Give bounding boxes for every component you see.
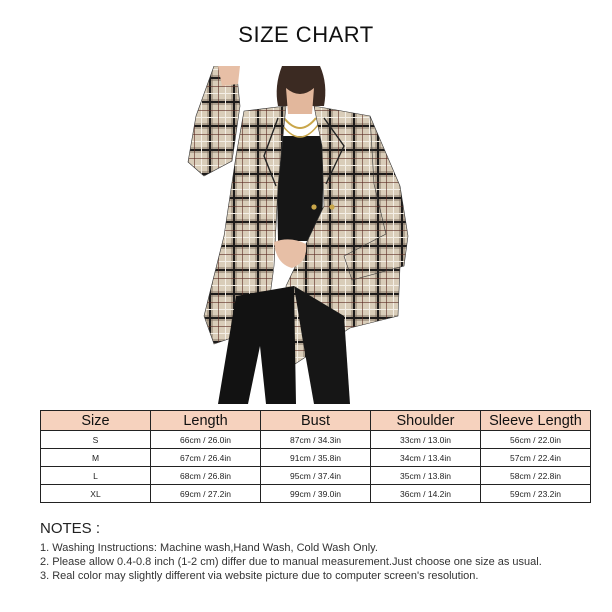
table-row <box>41 449 591 467</box>
notes-heading: NOTES : <box>40 520 101 537</box>
table-row <box>41 431 591 449</box>
cell-shoulder: 34cm / 13.4in <box>371 449 481 467</box>
size-table <box>40 410 591 503</box>
cell-length: 66cm / 26.0in <box>151 431 261 449</box>
cell-size: XL <box>41 485 151 503</box>
cell-length: 69cm / 27.2in <box>151 485 261 503</box>
page-title: SIZE CHART <box>238 22 374 47</box>
cell-length: 68cm / 26.8in <box>151 467 261 485</box>
cell-size: M <box>41 449 151 467</box>
cell-sleeve-length: 57cm / 22.4in <box>481 449 591 467</box>
product-photo <box>174 66 424 404</box>
cell-length: 67cm / 26.4in <box>151 449 261 467</box>
header-length: Length <box>151 411 261 431</box>
note-item: 1. Washing Instructions: Machine wash,Hand Wash, Cold Wash Only. <box>40 542 378 554</box>
cell-bust: 99cm / 39.0in <box>261 485 371 503</box>
cell-sleeve-length: 58cm / 22.8in <box>481 467 591 485</box>
cell-bust: 87cm / 34.3in <box>261 431 371 449</box>
cell-sleeve-length: 59cm / 23.2in <box>481 485 591 503</box>
note-item: 3. Real color may slightly different via website picture due to computer screen's resolution. <box>40 570 479 582</box>
table-header-row <box>41 411 591 431</box>
header-shoulder: Shoulder <box>371 411 481 431</box>
header-size: Size <box>41 411 151 431</box>
cell-shoulder: 36cm / 14.2in <box>371 485 481 503</box>
cell-size: S <box>41 431 151 449</box>
table-row <box>41 485 591 503</box>
header-sleeve-length: Sleeve Length <box>481 411 591 431</box>
cell-shoulder: 33cm / 13.0in <box>371 431 481 449</box>
notes-section <box>40 520 600 583</box>
table-row <box>41 467 591 485</box>
cell-sleeve-length: 56cm / 22.0in <box>481 431 591 449</box>
cell-size: L <box>41 467 151 485</box>
cell-bust: 95cm / 37.4in <box>261 467 371 485</box>
cell-shoulder: 35cm / 13.8in <box>371 467 481 485</box>
note-item: 2. Please allow 0.4-0.8 inch (1-2 cm) differ due to manual measurement.Just choose one size as usual. <box>40 556 542 568</box>
header-bust: Bust <box>261 411 371 431</box>
cell-bust: 91cm / 35.8in <box>261 449 371 467</box>
